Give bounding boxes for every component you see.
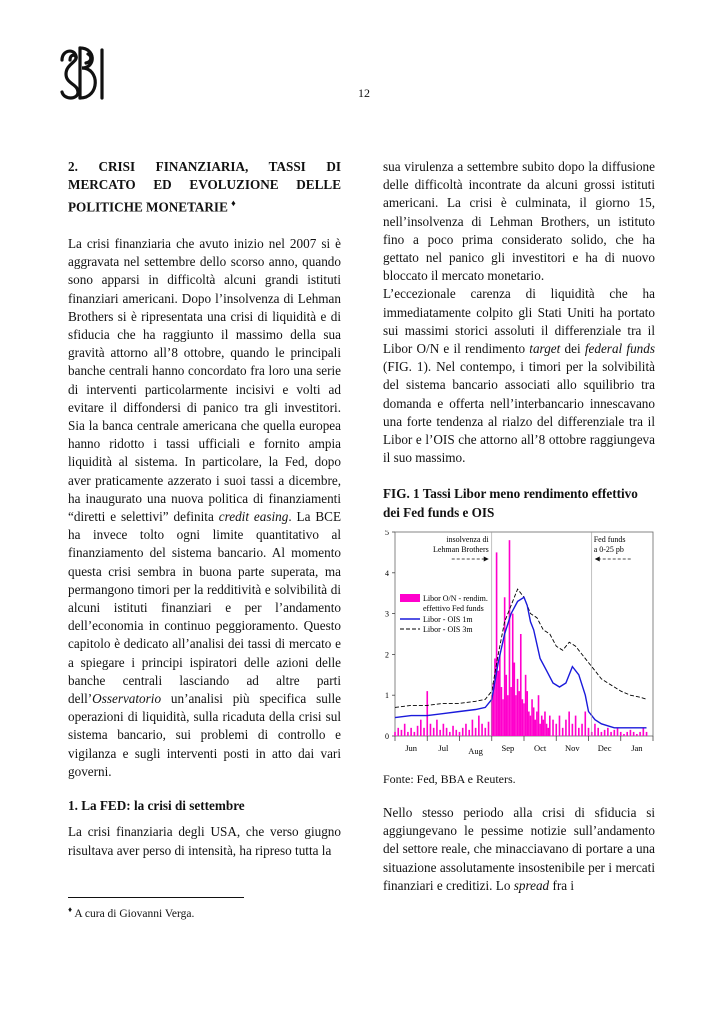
footnote: ♦ A cura di Giovanni Verga. [68,905,195,920]
libor-on-bar [512,613,514,735]
libor-on-bar [488,722,490,736]
libor-on-bar [546,724,548,736]
libor-on-bar [404,724,406,736]
libor-on-bar [604,730,606,736]
libor-on-bar [420,720,422,736]
libor-on-bar [607,728,609,736]
section-title: 2. CRISI FINANZIARIA, TASSI DI MERCATO ED EVOLUZIONE DELLE POLITICHE MONETARIE ♦ [68,159,341,215]
annotation-fedfunds-line1: Fed funds [593,534,626,544]
annotation-lehman-line1: insolvenza di [446,534,489,544]
figure-source: Fonte: Fed, BBA e Reuters. [383,771,516,786]
x-tick-label: Nov [565,742,580,753]
libor-on-bar [446,728,448,736]
legend-label-ois1m: Libor - OIS 1m [423,614,473,624]
libor-on-bar [517,679,519,736]
libor-on-bar [481,724,483,736]
libor-on-bar [646,732,648,736]
libor-on-bar [462,728,464,736]
annotation-fedfunds-arrowhead [595,556,600,561]
libor-on-bar [417,726,419,736]
libor-on-bar [613,730,615,736]
x-tick-label: Jun [405,742,418,753]
libor-on-bar [522,699,524,736]
libor-on-bar [533,707,535,736]
libor-on-bar [623,734,625,736]
libor-on-bar [528,711,530,735]
figure-caption: FIG. 1 Tassi Libor meno rendimento effettivo dei Fed funds e OIS [383,486,638,520]
y-tick-label: 3 [385,609,389,619]
figure-1-chart [383,530,655,760]
libor-on-bar [518,691,520,736]
libor-on-bar [478,715,480,735]
x-tick-label: Dec [597,742,612,753]
libor-on-bar [525,675,527,736]
libor-on-bar [543,720,545,736]
annotation-lehman-line2: Lehman Brothers [432,544,489,554]
libor-on-bar [468,730,470,736]
x-tick-label: Aug [468,745,483,756]
libor-on-bar [636,734,638,736]
legend-swatch-bars [400,594,420,602]
libor-on-bar [597,728,599,736]
libor-on-bar [433,728,435,736]
y-tick-label: 1 [385,691,389,701]
libor-on-bar [507,695,509,736]
y-tick-label: 4 [385,568,389,578]
libor-on-bar [544,711,546,735]
libor-on-bar [626,732,628,736]
libor-on-bar [515,695,517,736]
libor-on-bar [520,634,522,736]
libor-on-bar [439,730,441,736]
paragraph-intro: La crisi finanziaria che avuto inizio nel 2007 si è aggravata nel settembre dello scorso anno, quando sono apparsi in difficoltà alcuni grandi istituti finanziari americani. Dopo l’insolvenza di Lehman Brothers si è ripresentata una crisi di liquidità e di sfiducia che ha raggiunto il massimo della sua gravità attorno all’8 ottobre, quando le principali banche centrali hanno concordato fra loro una serie di interventi particolarmente incisivi e volti ad evitare il diffondersi di panico tra gli investitori. Sia la banca centrale americana che quella europea hanno ridotto i tassi ufficiali e fornito ampia liquidità al sistema. In particolare, la Fed, dopo aver praticamente azzerato i suoi tassi a dicembre, ha inaugurato una nuova politica di finanziamenti “diretti e selettivi” definita credit easing. La BCE ha invece tolto ogni limite quantitativo al finanziamento del sistema bancario. Al momento questa crisi sembra in buona parte superata, ma permangono timori per la redditività e solvibilità di alcuni istituti finanziari e per l’andamento dell’economia in continuo peggioramento. Questo capitolo è dedicato all’analisi dei tassi di mercato e a spiegare i principi ispiratori delle azioni delle banche centrali lasciando ad altre parti dell’Osservatorio un’analisi più specifica sulle operazioni di liquidità, sulla ricaduta della crisi sul sistema bancario, sui problemi di controllo e vigilanza e sugli interventi posti in atto dai vari governi. [68,236,341,779]
libor-on-bar [559,715,561,735]
libor-on-bar [502,699,504,736]
libor-on-bar [643,728,645,736]
libor-on-bar [617,728,619,736]
libor-on-bar [547,728,549,736]
libor-on-bar [594,724,596,736]
libor-on-bar [584,711,586,735]
libor-on-bar [531,699,533,736]
libor-on-bar [465,724,467,736]
libor-on-bar [523,703,525,736]
libor-on-bar [497,671,499,736]
legend-label-bars-line1: Libor O/N - rendim. [423,593,488,603]
libor-on-bar [475,728,477,736]
libor-on-bar [455,730,457,736]
libor-on-bar [509,540,511,736]
libor-on-bar [504,597,506,736]
title-footnote-marker: ♦ [231,198,236,209]
libor-on-bar [423,728,425,736]
libor-on-bar [510,687,512,736]
chart-svg [383,530,655,762]
libor-on-bar [588,728,590,736]
libor-on-bar [581,724,583,736]
libor-on-bar [572,724,574,736]
page-number: 12 [358,86,370,100]
libor-on-bar [541,715,543,735]
libor-on-bar [496,552,498,736]
legend-label-bars-line2: effettivo Fed funds [423,603,484,613]
libor-on-bar [549,715,551,735]
libor-on-bar [568,711,570,735]
libor-on-bar [472,720,474,736]
sbi-logo [56,44,112,102]
libor-on-bar [639,732,641,736]
libor-on-bar [630,730,632,736]
x-tick-label: Sep [501,742,515,753]
libor-on-bar [526,691,528,736]
libor-on-bar [575,715,577,735]
paragraph-sfiducia: Nello stesso periodo alla crisi di sfiducia si aggiungevano le pessime notizie sull’andamento del settore reale, che minacciavano di portare a una situazione assolutamente insostenibile per i mercati finanziari e creditizi. Lo spread fra i [383,805,655,893]
x-tick-label: Jul [438,742,449,753]
libor-on-bar [430,724,432,736]
libor-on-bar [414,732,416,736]
libor-on-bar [514,662,516,735]
libor-on-bar [452,726,454,736]
footnote-rule [68,897,244,898]
libor-on-bar [505,675,507,736]
left-column [68,158,341,860]
subsection-title: 1. La FED: la crisi di settembre [68,798,245,814]
libor-on-bar [610,732,612,736]
x-tick-label: Oct [533,742,547,753]
paragraph-virulenza: sua virulenza a settembre subito dopo la diffusione delle difficoltà incontrate da alcuni grossi istituti americani. La crisi è culminata, il giorno 15, nell’insolvenza di Lehman Brothers, un istituto fino a poco prima considerato solido, che ha gettato nel panico gli investitori e ha di nuovo bloccato il mercato monetario. [383,159,655,284]
legend-label-ois3m: Libor - OIS 3m [423,624,473,634]
y-tick-label: 5 [385,529,389,537]
libor-on-bar [436,720,438,736]
paragraph-fed: La crisi finanziaria degli USA, che verso giugno risultava aver perso di intensità, ha ripreso tutta la [68,824,341,858]
right-column [383,158,655,895]
libor-on-bar [565,720,567,736]
libor-on-bar [407,732,409,736]
annotation-fedfunds-line2: a 0-25 pb [593,544,624,554]
libor-on-bar [578,728,580,736]
libor-on-bar [410,728,412,736]
libor-on-bar [633,732,635,736]
libor-on-bar [530,715,532,735]
paragraph-carenza: L’eccezionale carenza di liquidità che ha immediatamente colpito gli Stati Uniti ha portato sui massimi storici assoluti il differenziale tra il Libor O/N e il rendimento target dei federal funds (FIG. 1). Nel contempo, i timori per la solvibilità del sistema bancario associati allo squilibrio tra domanda e offerta nell’interbancario innescavano una forte tendenza al rialzo del differenziale tra il Libor e l’OIS che attorno all’8 ottobre raggiungeva il suo massimo. [383,286,655,466]
libor-on-bar [401,730,403,736]
libor-on-bar [538,695,540,736]
libor-on-bar [620,732,622,736]
libor-on-bar [426,691,428,736]
libor-on-bar [459,732,461,736]
libor-on-bar [443,724,445,736]
libor-on-bar [536,711,538,735]
libor-on-bar [534,720,536,736]
libor-on-bar [484,728,486,736]
annotation-lehman-arrowhead [484,556,489,561]
libor-on-bar [394,732,396,736]
libor-on-bar [499,654,501,736]
y-tick-label: 2 [385,650,389,660]
y-tick-label: 0 [385,731,389,741]
libor-on-bar [501,687,503,736]
x-tick-label: Jan [631,742,643,753]
libor-on-bar [601,732,603,736]
libor-on-bar [539,724,541,736]
libor-on-bar [397,728,399,736]
libor-on-bar [562,728,564,736]
libor-on-bar [555,724,557,736]
libor-on-bar [449,732,451,736]
libor-on-bar [552,720,554,736]
